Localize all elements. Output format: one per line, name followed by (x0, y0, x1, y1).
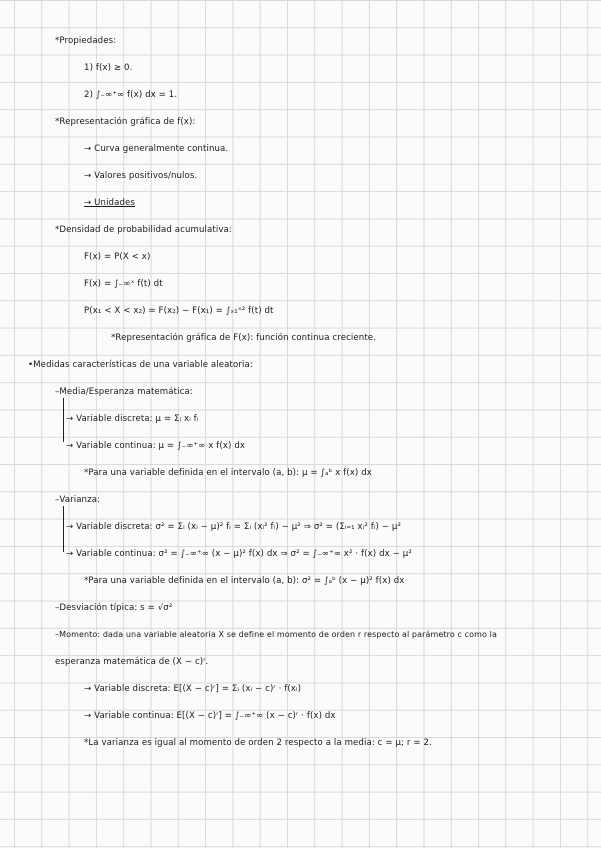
propiedad-2: 2) ∫₋∞⁺∞ f(x) dx = 1. (84, 90, 178, 100)
momento-discreta: → Variable discreta: E[(X − c)ʳ] = Σᵢ (xᵢ − c)ʳ · f(xᵢ) (84, 684, 302, 694)
media-continua: → Variable continua: μ = ∫₋∞⁺∞ x f(x) dx (66, 441, 246, 451)
propiedad-1: 1) f(x) ≥ 0. (84, 63, 133, 73)
momento-continua: → Variable continua: E[(X − c)ʳ] = ∫₋∞⁺∞ (x − c)ʳ · f(x) dx (84, 711, 336, 721)
varianza-bracket (63, 506, 64, 552)
varianza-heading: –Varianza: (55, 495, 101, 505)
momento-definition-line2: esperanza matemática de (X − c)ʳ. (55, 657, 209, 667)
representacion-item-valores: → Valores positivos/nulos. (84, 171, 198, 181)
varianza-discreta: → Variable discreta: σ² = Σᵢ (xᵢ − μ)² fᵢ = Σᵢ (xᵢ² fᵢ) − μ² ⇒ σ² = (Σᵢ₌₁ xᵢ² fᵢ) − μ² (66, 522, 401, 532)
varianza-note: *Para una variable definida en el intervalo (a, b): σ² = ∫ₐᵇ (x − μ)² f(x) dx (84, 576, 405, 586)
densidad-formula-1: F(x) = P(X < x) (84, 252, 151, 262)
media-discreta: → Variable discreta: μ = Σᵢ xᵢ fᵢ (66, 414, 199, 424)
momento-note: *La varianza es igual al momento de orden 2 respecto a la media: c = μ; r = 2. (84, 738, 432, 748)
media-note: *Para una variable definida en el intervalo (a, b): μ = ∫ₐᵇ x f(x) dx (84, 468, 372, 478)
densidad-note: *Representación gráfica de F(x): función continua creciente. (111, 333, 377, 343)
representacion-item-unidades: → Unidades (84, 198, 135, 208)
propiedades-heading: *Propiedades: (55, 36, 117, 46)
medidas-heading: •Medidas características de una variable aleatoria: (28, 360, 253, 370)
densidad-formula-2: F(x) = ∫₋∞ˣ f(t) dt (84, 279, 163, 289)
momento-definition-line1: –Momento: dada una variable aleatoria X se define el momento de orden r respecto al parámetro c como la (55, 630, 497, 639)
varianza-continua: → Variable continua: σ² = ∫₋∞⁺∞ (x − μ)² f(x) dx ⇒ σ² = ∫₋∞⁺∞ x² · f(x) dx − μ² (66, 549, 412, 559)
densidad-formula-3: P(x₁ < X < x₂) = F(x₂) − F(x₁) = ∫ₓ₁ˣ² f(t) dt (84, 306, 274, 316)
media-bracket (63, 398, 64, 442)
densidad-heading: *Densidad de probabilidad acumulativa: (55, 225, 232, 235)
representacion-item-curva: → Curva generalmente continua. (84, 144, 229, 154)
representacion-heading: *Representación gráfica de f(x): (55, 117, 196, 127)
media-heading: –Media/Esperanza matemática: (55, 387, 193, 397)
desviacion-tipica: –Desviación típica: s = √σ² (55, 603, 173, 613)
